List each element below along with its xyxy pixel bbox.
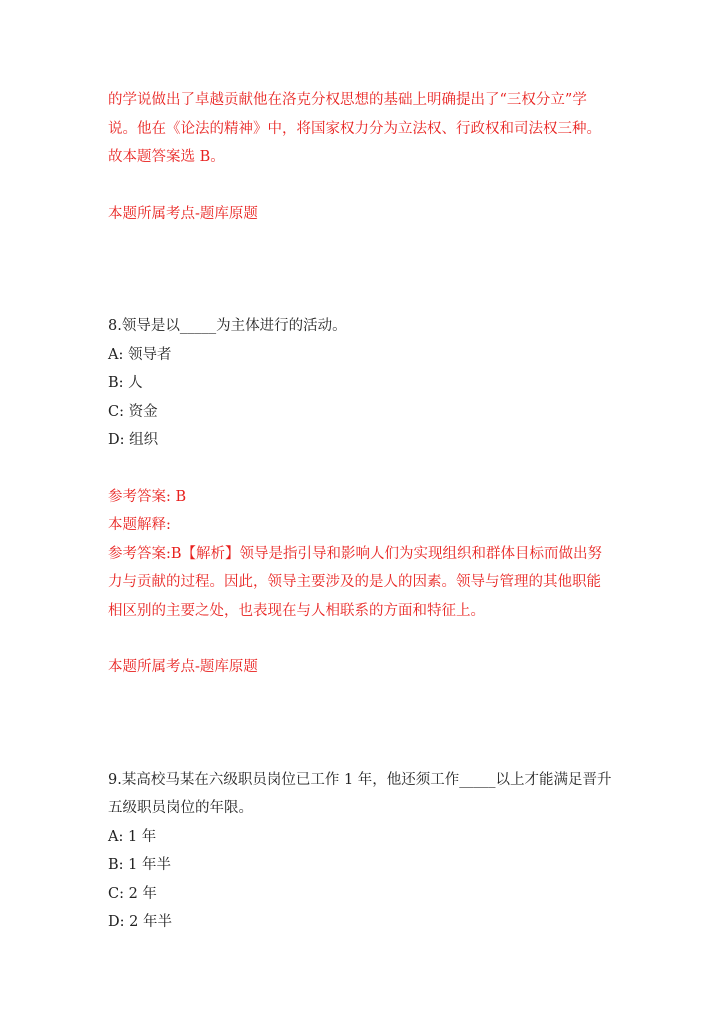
question-source: 本题所属考点-题库原题 [108,205,258,222]
document-page [108,86,612,937]
question-stem: 9.某高校马某在六级职员岗位已工作 1 年，他还须工作_____以上才能满足晋升 [108,771,612,788]
prev-explanation [108,86,612,228]
question-stem: 8.领导是以_____为主体进行的活动。 [108,318,347,334]
question-9 [108,766,612,937]
option-a: A: 1 年 [108,828,157,845]
explanation-line: 参考答案:B【解析】领导是指引导和影响人们为实现组织和群体目标而做出努 [108,545,603,562]
option-c: C: 2 年 [108,885,157,902]
explanation-line: 相区别的主要之处，也表现在与人相联系的方面和特征上。 [108,602,485,619]
option-b: B: 人 [108,375,143,391]
option-b: B: 1 年半 [108,857,171,873]
explanation-line: 力与贡献的过程。因此，领导主要涉及的是人的因素。领导与管理的其他职能 [108,574,601,590]
question-8 [108,312,612,682]
option-c: C: 资金 [108,403,158,420]
question-stem: 五级职员岗位的年限。 [108,800,253,816]
explanation-line: 故本题答案选 B。 [108,149,225,165]
option-d: D: 组织 [108,432,159,448]
explanation-line: 的学说做出了卓越贡献他在洛克分权思想的基础上明确提出了“三权分立”学 [108,92,587,108]
explanation-label: 本题解释: [108,517,171,533]
answer-key: 参考答案: B [108,488,187,505]
question-source: 本题所属考点-题库原题 [108,659,258,675]
option-a: A: 领导者 [108,346,172,363]
explanation-line: 说。他在《论法的精神》中，将国家权力分为立法权、行政权和司法权三种。 [108,120,601,137]
option-d: D: 2 年半 [108,914,172,930]
